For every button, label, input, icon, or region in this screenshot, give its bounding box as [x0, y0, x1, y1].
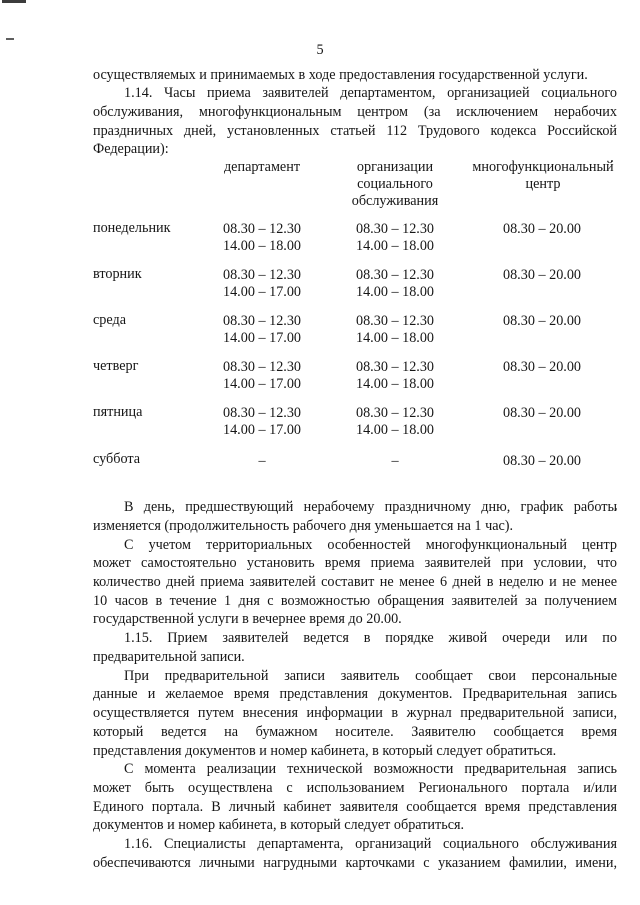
hours-afternoon: 14.00 – 18.00 [222, 238, 302, 254]
page-number: 5 [316, 42, 324, 58]
department-hours [212, 359, 312, 393]
text-line: 1.16. Специалисты департамента, организаций социального обслуживания [124, 836, 617, 853]
hours-afternoon: 14.00 – 18.00 [355, 376, 435, 392]
day-label: среда [93, 312, 127, 328]
organization-hours [345, 313, 445, 347]
column-header-organization [335, 159, 455, 210]
text-line: Единого портала. В личный кабинет заявителя сообщается время представления [93, 798, 617, 815]
department-hours [212, 405, 312, 439]
hours-afternoon: 14.00 – 18.00 [355, 284, 435, 300]
organization-hours [345, 267, 445, 301]
text-line: обслуживания, многофункциональным центром (за исключением нерабочих [93, 104, 617, 120]
hours-afternoon: 14.00 – 17.00 [222, 330, 302, 346]
header-line: организации [356, 159, 434, 175]
hours-morning: 08.30 – 12.30 [355, 221, 435, 237]
day-label: суббота [93, 451, 141, 467]
header-line: центр [525, 176, 561, 192]
text-line: изменяется (продолжительность рабочего дня уменьшается на 1 час). [93, 517, 514, 534]
scan-mark [2, 0, 26, 3]
mfc-hours: 08.30 – 20.00 [502, 221, 582, 237]
department-hours [212, 313, 312, 347]
hours-afternoon: 14.00 – 18.00 [355, 330, 435, 346]
scan-mark [6, 38, 14, 40]
text-line: С момента реализации технической возможности предварительная запись [124, 761, 617, 778]
hours-morning: 08.30 – 12.30 [355, 405, 435, 421]
hours-afternoon: 14.00 – 18.00 [355, 422, 435, 438]
text-line: может быть осуществлена с использованием Регионального портала и/или [93, 780, 617, 796]
organization-hours [345, 359, 445, 393]
hours-afternoon: 14.00 – 17.00 [222, 376, 302, 392]
text-line: который ведется на бумажном носителе. Заявителю сообщается время [93, 723, 617, 740]
text-line: С учетом территориальных особенностей многофункциональный центр [124, 536, 617, 553]
hours-morning: 08.30 – 12.30 [355, 313, 435, 329]
department-hours [212, 267, 312, 301]
text-line: 10 часов в течение 1 дня с возможностью обращения заявителей за получением [93, 592, 617, 609]
hours-morning: 08.30 – 12.30 [222, 267, 302, 283]
hours-afternoon: 14.00 – 18.00 [355, 238, 435, 254]
text-line: осуществляемых и принимаемых в ходе предоставления государственной услуги. [93, 67, 588, 83]
text-line: предварительной записи. [93, 648, 245, 665]
mfc-hours: 08.30 – 20.00 [502, 453, 582, 469]
hours-morning: 08.30 – 12.30 [355, 267, 435, 283]
text-line: данные и желаемое время представления документов. Предварительная запись [93, 686, 617, 703]
mfc-hours: 08.30 – 20.00 [502, 359, 582, 375]
text-line: государственной услуги в вечернее время до 20.00. [93, 611, 402, 628]
hours-afternoon: 14.00 – 17.00 [222, 422, 302, 438]
text-line: праздничных дней, установленных статьей 112 Трудового кодекса Российской [93, 123, 617, 139]
organization-hours [345, 405, 445, 439]
hours-afternoon: 14.00 – 17.00 [222, 284, 302, 300]
mfc-hours: 08.30 – 20.00 [502, 313, 582, 329]
text-line: осуществляется путем внесения информации в журнал предварительной записи, [93, 705, 617, 721]
column-header-department: департамент [223, 159, 301, 175]
header-line: обслуживания [351, 193, 439, 209]
organization-hours: – [391, 453, 399, 469]
text-line: представления документов и номер кабинета, в который следует обратиться. [93, 742, 557, 759]
header-line: социального [357, 176, 433, 192]
day-label: четверг [93, 358, 139, 374]
department-hours: – [258, 453, 266, 469]
hours-morning: 08.30 – 12.30 [222, 221, 302, 237]
day-label: понедельник [93, 220, 171, 236]
text-line: При предварительной записи заявитель сообщает свои персональные [124, 667, 617, 684]
hours-morning: 08.30 – 12.30 [355, 359, 435, 375]
day-label: пятница [93, 404, 143, 420]
text-line: В день, предшествующий нерабочему праздничному дню, график работы [124, 499, 617, 515]
hours-morning: 08.30 – 12.30 [222, 405, 302, 421]
text-line: документов и номер кабинета, в который следует обратиться. [93, 817, 465, 834]
text-line: обеспечиваются личными нагрудными карточками с указанием фамилии, имени, [93, 854, 617, 871]
day-label: вторник [93, 266, 142, 282]
hours-morning: 08.30 – 12.30 [222, 359, 302, 375]
mfc-hours: 08.30 – 20.00 [502, 405, 582, 421]
header-line: многофункциональный [472, 159, 614, 175]
text-line: Федерации): [93, 141, 169, 157]
column-header-mfc [468, 159, 618, 193]
text-line: количество дней приема заявителей составит не менее 6 дней в неделю и не менее [93, 573, 617, 590]
text-line: может самостоятельно установить время приема заявителей при условии, что [93, 555, 617, 572]
department-hours [212, 221, 312, 255]
hours-morning: 08.30 – 12.30 [222, 313, 302, 329]
paragraph-1-14: 1.14. Часы приема заявителей департаментом, организацией социального [124, 85, 617, 101]
mfc-hours: 08.30 – 20.00 [502, 267, 582, 283]
organization-hours [345, 221, 445, 255]
text-line: 1.15. Прием заявителей ведется в порядке живой очереди или по [124, 630, 617, 647]
